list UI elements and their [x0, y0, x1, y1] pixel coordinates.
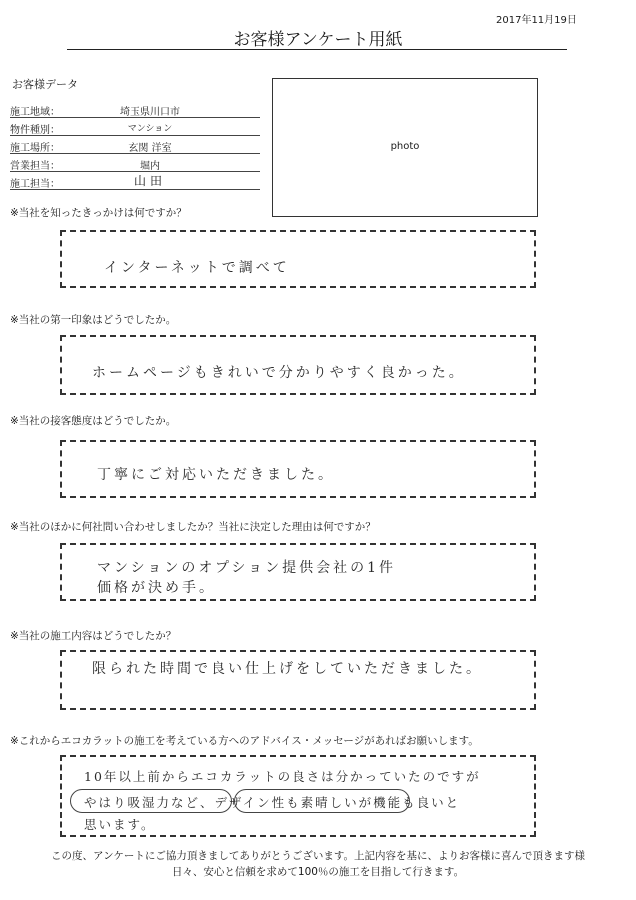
page-title: お客様アンケート用紙 [233, 30, 403, 50]
answer-line: やはり吸湿力など、デザイン性も素晴しいが機能も良いと [84, 795, 461, 810]
footer-line-1: この度、アンケートにご協力頂きましてありがとうございます。上記内容を基に、よりお客様に喜んで頂きます様 [50, 850, 586, 862]
answer-line: マンションのオプション提供会社の1件 [97, 560, 397, 576]
row-value: マンション [127, 124, 173, 134]
data-row-location [10, 136, 260, 154]
row-value: 埼玉県川口市 [120, 107, 180, 118]
title-underline [67, 49, 567, 50]
row-value: 山田 [133, 174, 166, 188]
customer-data-heading: お客様データ [12, 78, 78, 91]
row-value: 堀内 [140, 161, 160, 172]
data-row-installer [10, 172, 260, 190]
answer-line: 思います。 [84, 817, 156, 832]
answer-text: 限られた時間で良い仕上げをしていただきました。 [92, 661, 483, 677]
row-label: 物件種別： [10, 125, 60, 136]
answer-box-1 [60, 230, 536, 288]
answer-box-6 [60, 755, 536, 837]
answer-text: ホームページもきれいで分かりやすく良かった。 [92, 365, 466, 381]
row-label: 施工担当： [10, 179, 60, 190]
row-label: 施工地域： [10, 107, 60, 118]
question-1: ※当社を知ったきっかけは何ですか？ [10, 207, 187, 219]
survey-date: 2017年11月19日 [496, 15, 577, 26]
row-label: 施工場所： [10, 143, 60, 154]
question-3: ※当社の接客態度はどうでしたか。 [10, 415, 177, 427]
answer-line: 価格が決め手。 [97, 580, 216, 596]
answer-text: インターネットで調べて [104, 260, 290, 276]
answer-box-2 [60, 335, 536, 395]
row-label: 営業担当： [10, 161, 60, 172]
answer-text: 丁寧にご対応いただきました。 [97, 467, 335, 483]
answer-line: 10年以上前からエコカラットの良さは分かっていたのですが [84, 769, 481, 784]
question-5: ※当社の施工内容はどうでしたか？ [10, 630, 177, 642]
data-row-sales [10, 154, 260, 172]
answer-box-4 [60, 543, 536, 601]
data-row-property-type [10, 118, 260, 136]
question-2: ※当社の第一印象はどうでしたか。 [10, 314, 177, 326]
photo-placeholder [272, 78, 538, 217]
footer-line-2: 日々、安心と信頼を求めて100％の施工を目指して行きます。 [171, 866, 465, 878]
row-value: 玄関 洋室 [128, 143, 172, 154]
data-row-area [10, 100, 260, 118]
answer-box-3 [60, 440, 536, 498]
question-6: ※これからエコカラットの施工を考えている方へのアドバイス・メッセージがあればお願いします。 [10, 735, 479, 747]
question-4: ※当社のほかに何社問い合わせしましたか？当社に決定した理由は何ですか？ [10, 521, 376, 533]
photo-label: photo [390, 141, 420, 152]
answer-box-5 [60, 650, 536, 710]
